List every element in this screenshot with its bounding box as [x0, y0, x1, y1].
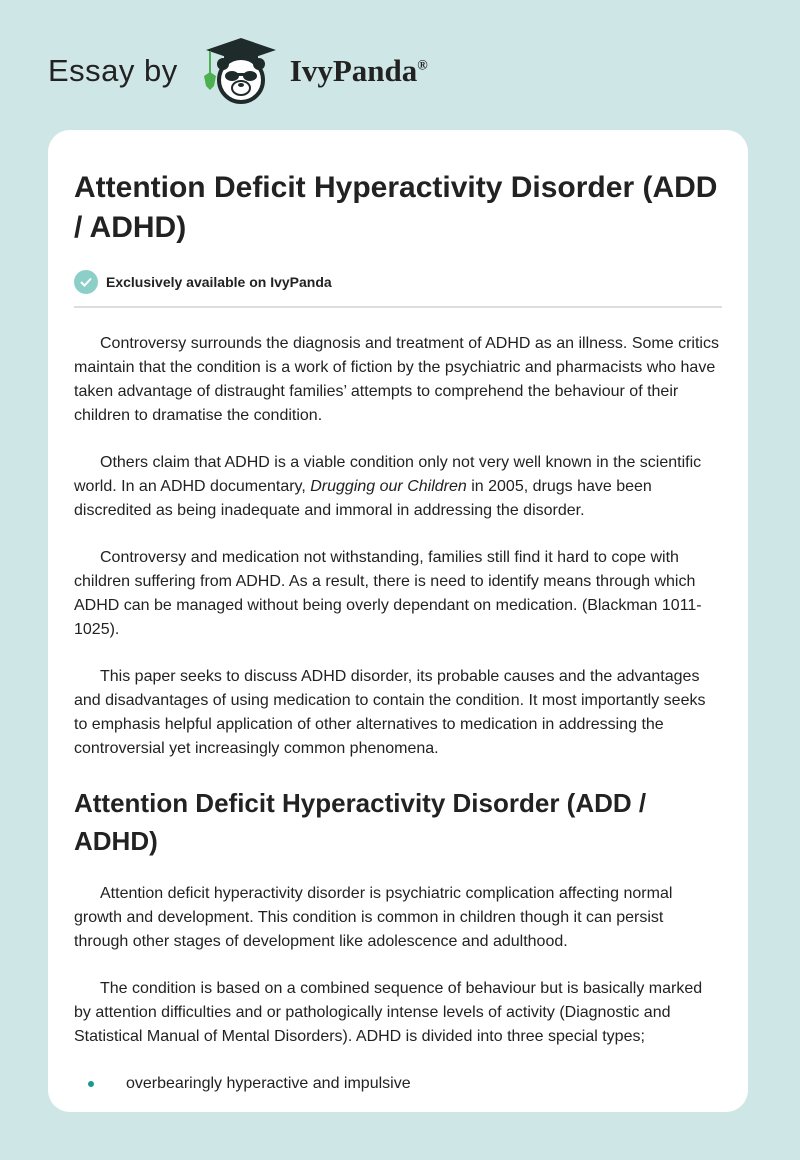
documentary-title: Drugging our Children — [310, 478, 467, 495]
paragraph: This paper seeks to discuss ADHD disorder, its probable causes and the advantages and disadvantages of using medication to contain the condition. It most importantly seeks to emphasis helpful application of other alternatives to medication in addressing the controversial yet increasingly common phenomena. — [74, 668, 706, 757]
paragraph: Controversy and medication not withstanding, families still find it hard to cope with children suffering from ADHD. As a result, there is need to identify means through which ADHD can be managed without being overly dependant on medication. (Blackman 1011-1025). — [74, 549, 702, 638]
essay-by-label: Essay by — [48, 53, 178, 88]
page-title: Attention Deficit Hyperactivity Disorder (ADD / ADHD) — [74, 171, 718, 244]
ivypanda-logo-icon[interactable] — [196, 36, 286, 106]
essay-card — [48, 130, 748, 1112]
paragraph: Controversy surrounds the diagnosis and treatment of ADHD as an illness. Some critics maintain that the condition is a work of fiction by the psychiatric and pharmacists who have taken advantage of distraught families’ attempts to comprehend the behaviour of their children to dramatise the condition. — [74, 335, 719, 424]
bullet-icon — [88, 1081, 94, 1087]
badge-label: Exclusively available on IvyPanda — [106, 274, 332, 290]
types-list — [74, 1072, 722, 1096]
exclusive-badge — [74, 270, 722, 308]
paragraph: Attention deficit hyperactivity disorder is psychiatric complication affecting normal growth and development. This condition is common in children though it can persist through other stages of development like adolescence and adulthood. — [74, 885, 673, 950]
section-heading: Attention Deficit Hyperactivity Disorder (ADD / ADHD) — [74, 788, 647, 856]
list-item: overbearingly hyperactive and impulsive — [74, 1072, 722, 1096]
check-icon — [74, 270, 98, 294]
paragraph: The condition is based on a combined sequence of behaviour but is basically marked by attention difficulties and or pathologically intense levels of activity (Diagnostic and Statistical Manual of Mental Disorders). ADHD is divided into three special types; — [74, 980, 703, 1045]
site-header — [48, 36, 428, 106]
paragraph: Others claim that ADHD is a viable condition only not very well known in the scientific world. In an ADHD documentary, Drugging our Children in 2005, drugs have been discredited as being inadequate and immoral in addressing the disorder. — [74, 454, 702, 519]
brand-name[interactable]: IvyPanda® — [289, 53, 428, 88]
